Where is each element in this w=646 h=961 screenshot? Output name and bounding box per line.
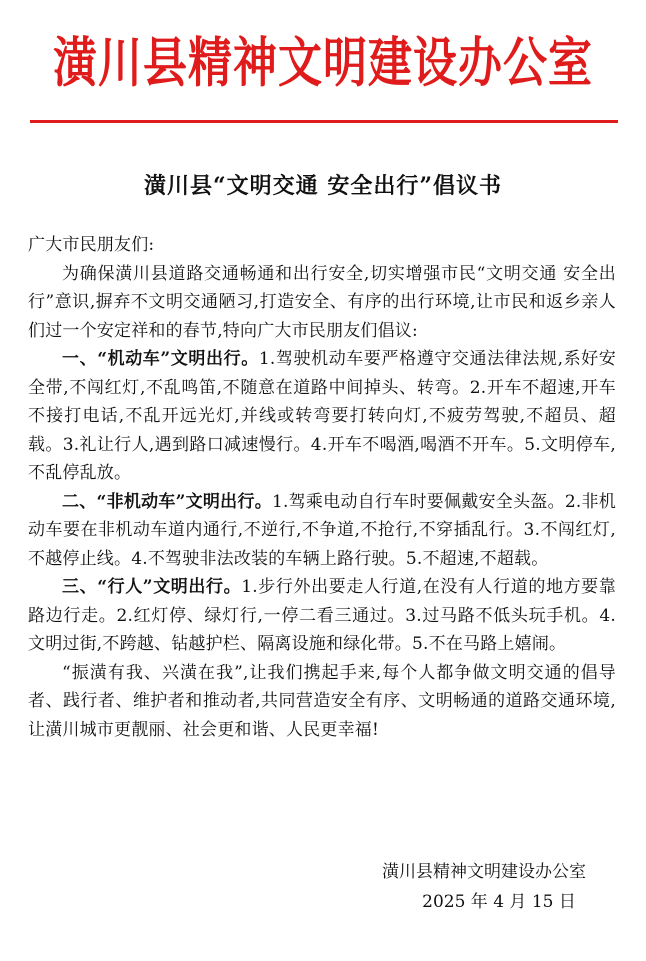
section-text: 1.步行外出要走人行道,在没有人行道的地方要靠路边行走。2.红灯停、绿灯行,一停二看三通过。3.过马路不低头玩手机。4.文明过街,不跨越、钻越护栏、隔离设施和绿化带。5.不在马路上嬉闹。 [28, 577, 616, 654]
section-motor-vehicle [28, 345, 616, 488]
section-heading: 三、“行人”文明出行。 [62, 577, 242, 597]
intro-paragraph: 为确保潢川县道路交通畅通和出行安全,切实增强市民“文明交通 安全出行”意识,摒弃不文明交通陋习,打造安全、有序的出行环境,让市民和返乡亲人们过一个安定祥和的春节,特向广大市民朋友们倡议: [28, 263, 616, 341]
section-text: 1.驾驶机动车要严格遵守交通法律法规,系好安全带,不闯红灯,不乱鸣笛,不随意在道路中间掉头、转弯。2.开车不超速,开车不接打电话,不乱开远光灯,并线或转弯要打转向灯,不疲劳驾驶,不超员、超载。3.礼让行人,遇到路口减速慢行。4.开车不喝酒,喝酒不开车。5.文明停车,不乱停乱放。 [28, 349, 616, 483]
letterhead-org-name: 潢川县精神文明建设办公室 [53, 32, 593, 95]
document-body [28, 231, 616, 744]
section-text: 1.驾乘电动自行车时要佩戴安全头盔。2.非机动车要在非机动车道内通行,不逆行,不争道,不抢行,不穿插乱行。3.不闯红灯,不越停止线。4.不驾驶非法改装的车辆上路行驶。5.不超速,不超载。 [28, 491, 616, 569]
section-non-motor-vehicle [28, 488, 616, 574]
signature-date: 2025 年 4 月 15 日 [422, 892, 576, 912]
signature-block [382, 857, 586, 917]
section-heading: 二、“非机动车”文明出行。 [62, 491, 272, 512]
section-pedestrian [28, 573, 616, 659]
document-title: 潢川县“文明交通 安全出行”倡议书 [144, 173, 502, 199]
letterhead-red-rule [30, 120, 618, 123]
salutation: 广大市民朋友们: [28, 235, 155, 255]
closing-paragraph: “振潢有我、兴潢在我”,让我们携起手来,每个人都争做文明交通的倡导者、践行者、维护者和推动者,共同营造安全有序、文明畅通的道路交通环境,让潢川城市更靓丽、社会更和谐、人民更幸福! [28, 662, 616, 740]
signature-org: 潢川县精神文明建设办公室 [382, 862, 586, 882]
section-heading: 一、“机动车”文明出行。 [62, 349, 259, 369]
